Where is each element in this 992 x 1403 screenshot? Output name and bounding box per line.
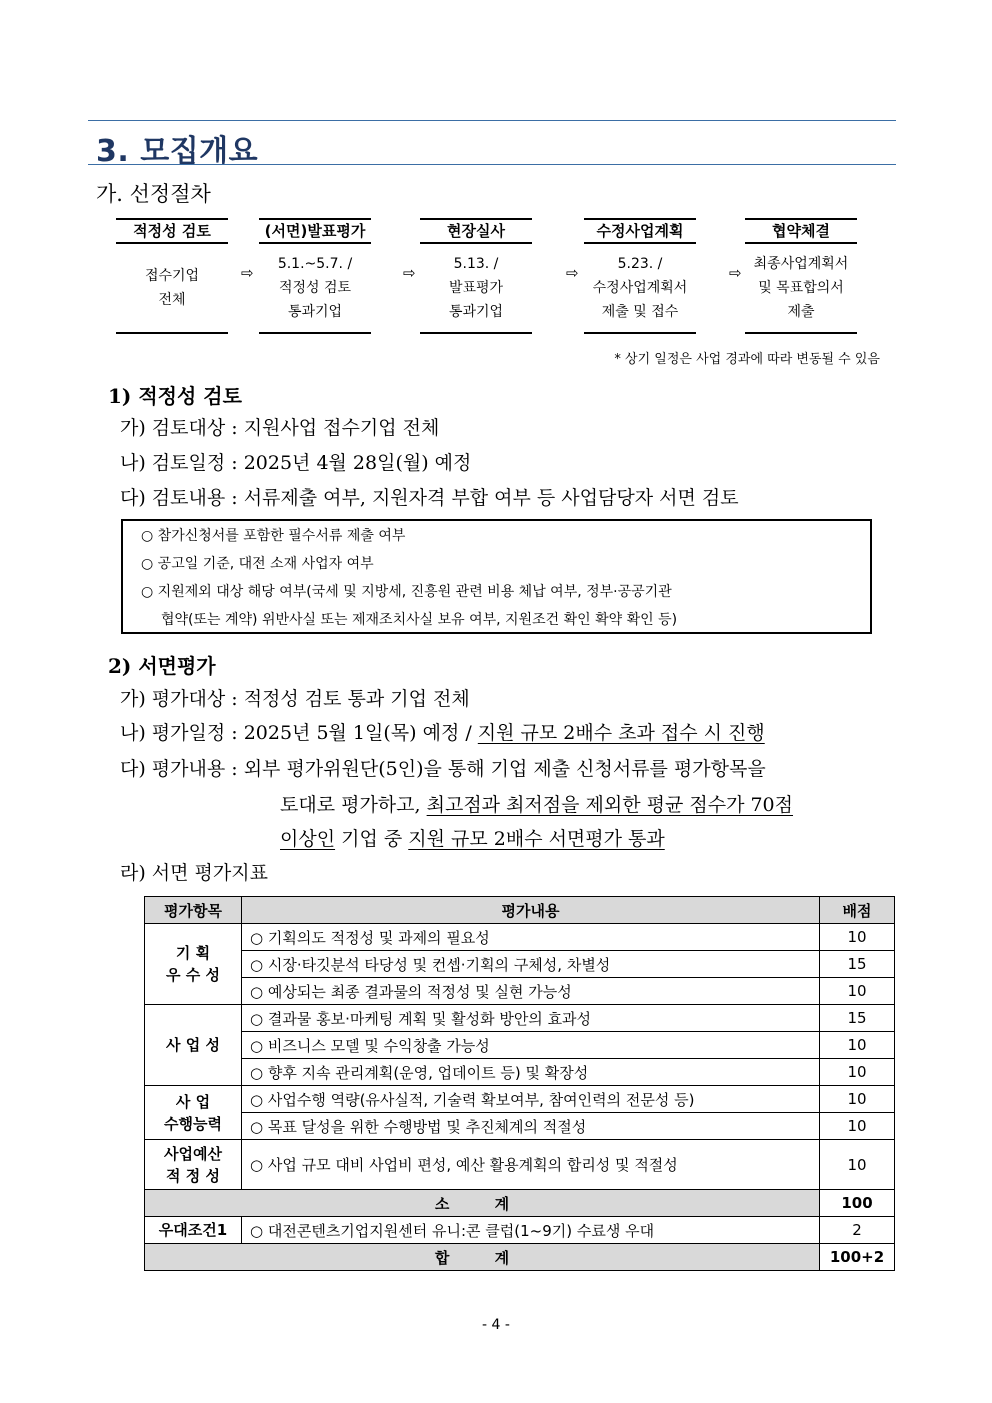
table-content: ○ 비즈니스 모델 및 수익창출 가능성 xyxy=(242,1032,820,1059)
bonus-category: 우대조건1 xyxy=(145,1217,242,1244)
table-content: ○ 시장·타깃분석 타당성 및 컨셉·기획의 구체성, 차별성 xyxy=(242,951,820,978)
header-content: 평가내용 xyxy=(242,897,820,924)
process-step-line: 5.23. / xyxy=(617,256,663,272)
process-step-body xyxy=(745,244,857,334)
table-score: 10 xyxy=(820,978,895,1005)
subtotal-score: 100 xyxy=(820,1190,895,1217)
process-step-line: 접수기업 xyxy=(144,268,200,284)
bonus-score: 2 xyxy=(820,1217,895,1244)
page-number: - 4 - xyxy=(482,1317,510,1333)
table-content: ○ 결과물 홍보·마케팅 계획 및 활성화 방안의 효과성 xyxy=(242,1005,820,1032)
written-title: 2) 서면평가 xyxy=(108,654,216,678)
process-step-line: 제출 및 접수 xyxy=(601,304,679,320)
table-score: 10 xyxy=(820,924,895,951)
table-row xyxy=(145,1140,895,1190)
table-row xyxy=(145,1086,895,1113)
review-criteria-box xyxy=(121,519,872,634)
criteria-item: ○ 지원제외 대상 해당 여부(국세 및 지방세, 진흥원 관련 비용 체납 여부, 정부·공공기관 xyxy=(141,584,672,600)
process-step-head: 협약체결 xyxy=(745,218,857,244)
table-row xyxy=(145,951,895,978)
total-label: 합 계 xyxy=(145,1244,820,1271)
table-content: ○ 예상되는 최종 결과물의 적정성 및 실현 가능성 xyxy=(242,978,820,1005)
process-step xyxy=(745,218,857,334)
schedule-note: * 상기 일정은 사업 경과에 따라 변동될 수 있음 xyxy=(614,352,880,367)
process-step xyxy=(420,218,532,334)
table-content: ○ 향후 지속 관리계획(운영, 업데이트 등) 및 확장성 xyxy=(242,1059,820,1086)
table-row xyxy=(145,1032,895,1059)
criteria-item: 협약(또는 계약) 위반사실 또는 제재조치사실 보유 여부, 지원조건 확인 확약 확인 등) xyxy=(161,612,678,628)
category-line: 사업예산 xyxy=(164,1144,222,1163)
written-content-2: 토대로 평가하고, 최고점과 최저점을 제외한 평균 점수가 70점 xyxy=(280,794,794,816)
table-row xyxy=(145,924,895,951)
table-category xyxy=(145,1140,242,1190)
process-step xyxy=(584,218,696,334)
table-content: ○ 기획의도 적정성 및 과제의 필요성 xyxy=(242,924,820,951)
table-score: 10 xyxy=(820,1113,895,1140)
process-step-body xyxy=(420,244,532,334)
written-target: 가) 평가대상 : 적정성 검토 통과 기업 전체 xyxy=(120,688,470,710)
process-step-head: 적정성 검토 xyxy=(116,218,228,244)
process-step-line: 수정사업계획서 xyxy=(592,280,688,296)
table-row xyxy=(145,1113,895,1140)
table-content: ○ 목표 달성을 위한 수행방법 및 추진체계의 적절성 xyxy=(242,1113,820,1140)
table-category xyxy=(145,1005,242,1086)
subtotal-label: 소 계 xyxy=(145,1190,820,1217)
process-step-body xyxy=(584,244,696,334)
table-score: 15 xyxy=(820,1005,895,1032)
review-target: 가) 검토대상 : 지원사업 접수기업 전체 xyxy=(120,417,440,439)
review-content: 다) 검토내용 : 서류제출 여부, 지원자격 부합 여부 등 사업담당자 서면 검토 xyxy=(120,487,739,509)
evaluation-table xyxy=(144,896,895,1271)
table-score: 10 xyxy=(820,1059,895,1086)
category-line: 사 업 성 xyxy=(166,1036,220,1054)
header-score: 배점 xyxy=(820,897,895,924)
process-step-line: 5.1.~5.7. / xyxy=(277,256,353,272)
header-category: 평가항목 xyxy=(145,897,242,924)
process-step-line: 통과기업 xyxy=(448,304,504,320)
flow-arrow-icon: ⇨ xyxy=(403,264,416,282)
top-rule xyxy=(88,120,896,121)
category-line: 수행능력 xyxy=(164,1114,222,1133)
written-content-1: 다) 평가내용 : 외부 평가위원단(5인)을 통해 기업 제출 신청서류를 평가항목을 xyxy=(120,758,766,780)
process-step-line: 최종사업계획서 xyxy=(753,256,849,272)
category-line: 우 수 성 xyxy=(166,966,220,984)
criteria-item: ○ 참가신청서를 포함한 필수서류 제출 여부 xyxy=(141,528,406,544)
title-rule xyxy=(88,164,896,165)
process-step-head: 현장실사 xyxy=(420,218,532,244)
process-step-line: 및 목표합의서 xyxy=(758,280,844,296)
table-category xyxy=(145,924,242,1005)
process-step-line: 5.13. / xyxy=(453,256,499,272)
criteria-item: ○ 공고일 기준, 대전 소재 사업자 여부 xyxy=(141,556,374,572)
flow-arrow-icon: ⇨ xyxy=(729,264,742,282)
total-row xyxy=(145,1244,895,1271)
subsection-title: 가. 선정절차 xyxy=(96,182,211,206)
subtotal-row xyxy=(145,1190,895,1217)
process-step-line: 전체 xyxy=(158,292,186,308)
table-content: ○ 사업수행 역량(유사실적, 기술력 확보여부, 참여인력의 전문성 등) xyxy=(242,1086,820,1113)
review-title: 1) 적정성 검토 xyxy=(108,384,242,408)
review-schedule: 나) 검토일정 : 2025년 4월 28일(월) 예정 xyxy=(120,452,472,474)
flow-arrow-icon: ⇨ xyxy=(241,264,254,282)
process-step-line: 통과기업 xyxy=(287,304,343,320)
category-line: 적 정 성 xyxy=(166,1166,220,1185)
written-content-3: 이상인 기업 중 지원 규모 2배수 서면평가 통과 xyxy=(280,828,665,850)
table-row xyxy=(145,978,895,1005)
process-step xyxy=(116,218,228,334)
process-step-body xyxy=(116,244,228,334)
written-indicator-title: 라) 서면 평가지표 xyxy=(120,862,268,884)
process-step-body xyxy=(259,244,371,334)
bonus-row xyxy=(145,1217,895,1244)
process-step xyxy=(259,218,371,334)
process-step-head: 수정사업계획 xyxy=(584,218,696,244)
table-score: 10 xyxy=(820,1032,895,1059)
table-row xyxy=(145,1005,895,1032)
process-step-line: 발표평가 xyxy=(448,280,504,296)
table-score: 10 xyxy=(820,1140,895,1190)
process-step-line: 적정성 검토 xyxy=(278,280,352,296)
table-row xyxy=(145,1059,895,1086)
process-step-head: (서면)발표평가 xyxy=(259,218,371,244)
total-score: 100+2 xyxy=(820,1244,895,1271)
bonus-content: ○ 대전콘텐츠기업지원센터 유니:콘 클럽(1~9기) 수료생 우대 xyxy=(242,1217,820,1244)
flow-arrow-icon: ⇨ xyxy=(566,264,579,282)
table-score: 10 xyxy=(820,1086,895,1113)
table-category xyxy=(145,1086,242,1140)
process-step-line: 제출 xyxy=(787,304,815,320)
table-score: 15 xyxy=(820,951,895,978)
written-schedule: 나) 평가일정 : 2025년 5월 1일(목) 예정 / 지원 규모 2배수 초과 접수 시 진행 xyxy=(120,722,765,744)
section-title: 3. 모집개요 xyxy=(96,134,259,169)
category-line: 기 획 xyxy=(175,944,211,962)
table-content: ○ 사업 규모 대비 사업비 편성, 예산 활용계획의 합리성 및 적절성 xyxy=(242,1140,820,1190)
category-line: 사 업 xyxy=(175,1092,211,1111)
